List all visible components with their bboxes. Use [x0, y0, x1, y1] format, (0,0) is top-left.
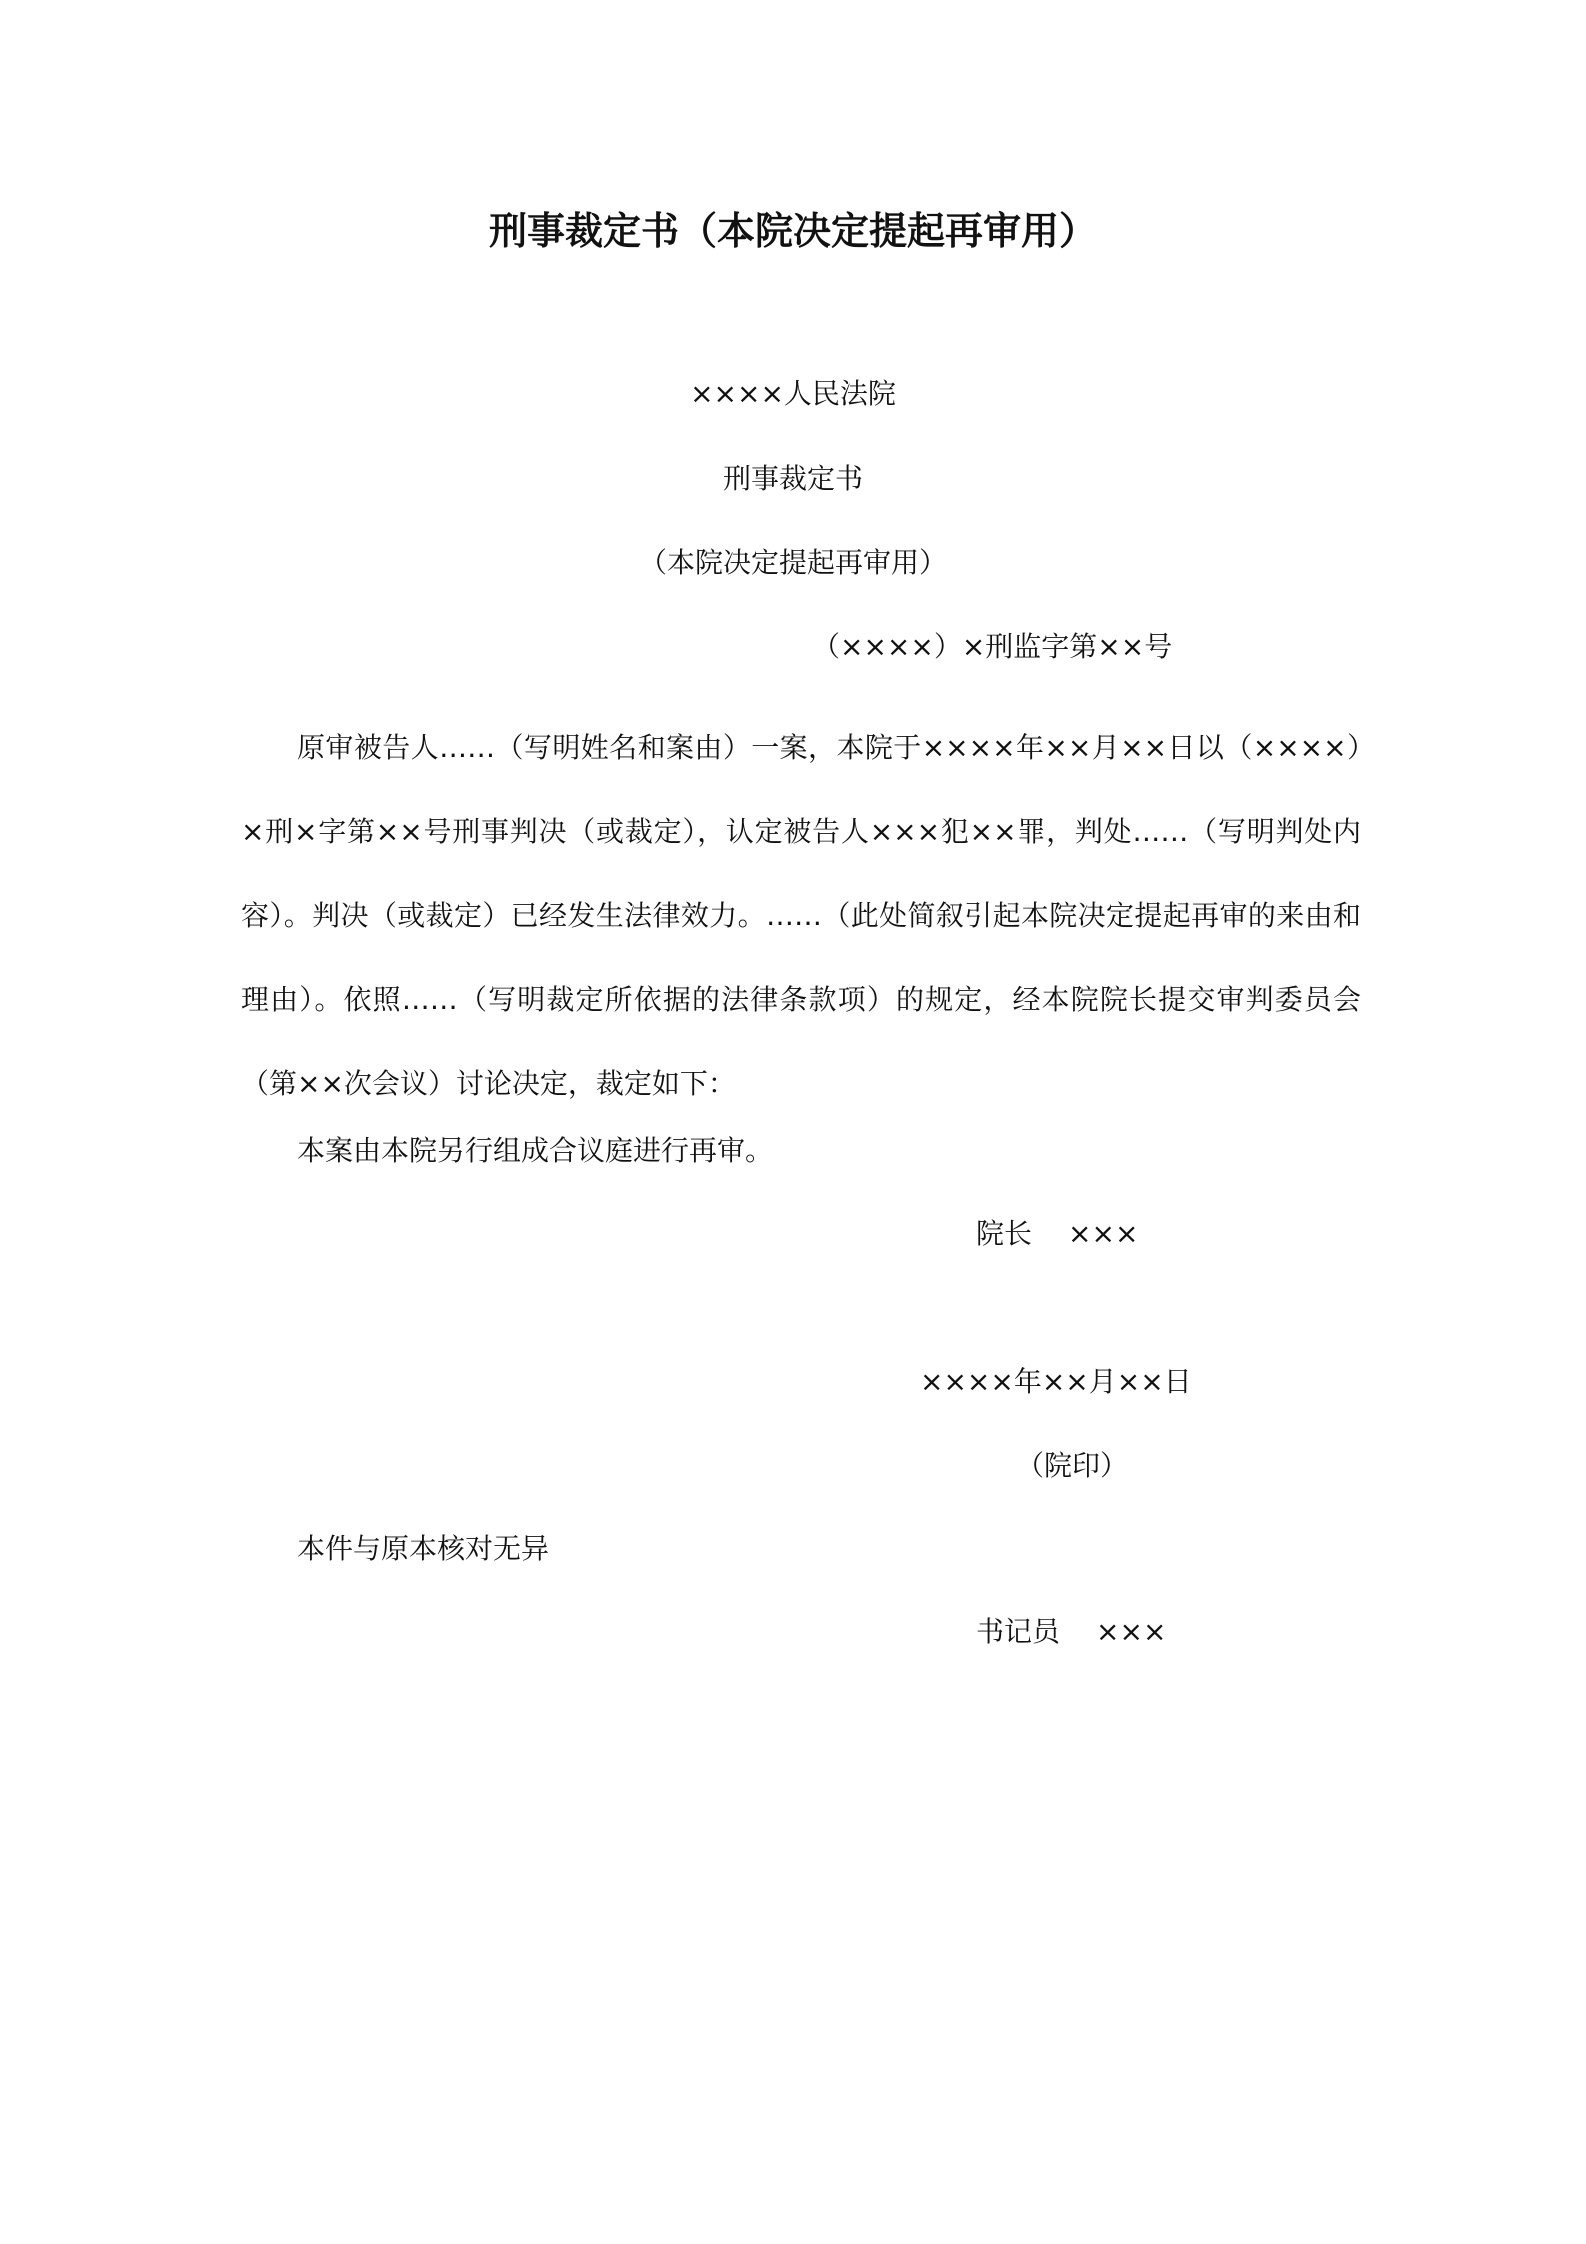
document-usage: （本院决定提起再审用） — [638, 546, 947, 579]
document-date: ××××年××月××日 — [920, 1365, 1192, 1398]
document-type: 刑事裁定书 — [722, 462, 863, 495]
body-paragraph: 原审被告人……（写明姓名和案由）一案，本院于××××年××月××日以（××××）×刑×字第××号刑事判决（或裁定），认定被告人×××犯××罪，判处……（写明判处内容）。判决（或裁定）已经发生法律效力。……（此处简叙引起本院决定提起再审的来由和理由）。依照……（写明裁定所依据的法律条款项）的规定，经本院院长提交审判委员会（第××次会议）讨论决定，裁定如下： — [241, 731, 1361, 1100]
document-title: 刑事裁定书（本院决定提起再审用） — [488, 209, 1097, 253]
clerk-signature — [976, 1612, 1166, 1652]
president-name: ××× — [1068, 1217, 1139, 1250]
court-name: ××××人民法院 — [690, 377, 896, 410]
court-seal: （院印） — [1016, 1449, 1129, 1482]
president-label: 院长 — [976, 1217, 1033, 1250]
certification-text: 本件与原本核对无异 — [297, 1532, 550, 1565]
president-signature — [976, 1214, 1138, 1254]
case-number: （××××）×刑监字第××号 — [812, 630, 1173, 663]
clerk-label: 书记员 — [976, 1615, 1061, 1648]
clerk-name: ××× — [1096, 1615, 1167, 1648]
ruling-text: 本案由本院另行组成合议庭进行再审。 — [297, 1134, 774, 1167]
